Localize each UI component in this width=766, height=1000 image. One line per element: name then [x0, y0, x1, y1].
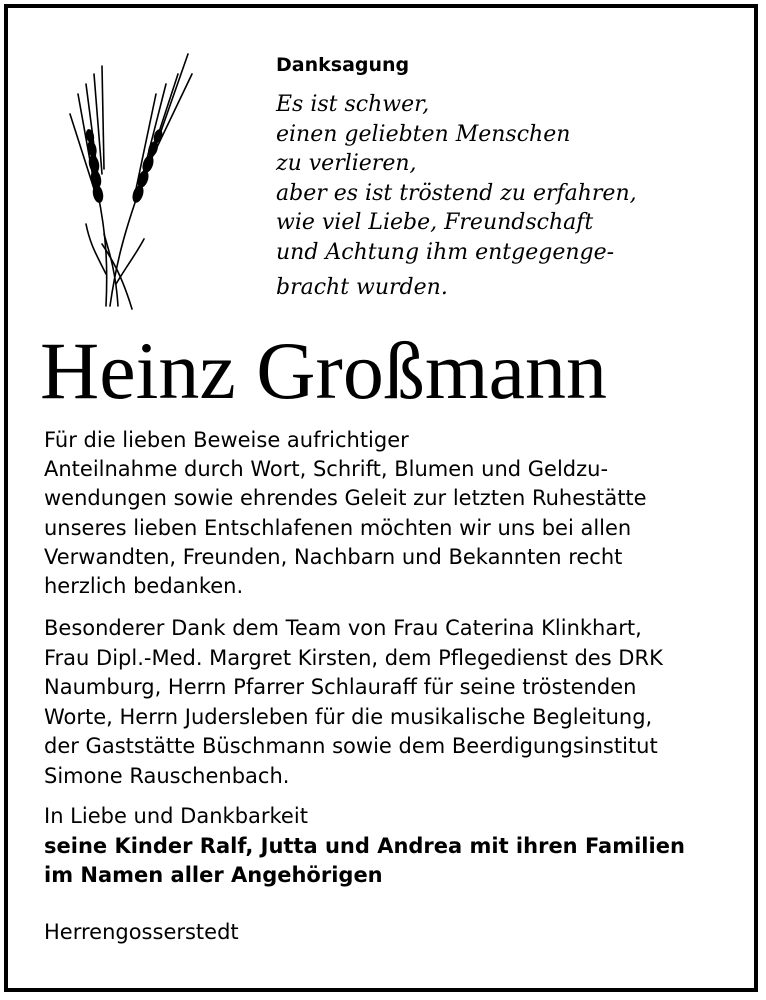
- text-line: Für die lieben Beweise aufrichtiger: [44, 428, 409, 452]
- poem-line: wie viel Liebe, Freundschaft: [276, 210, 594, 235]
- text-line: Simone Rauschenbach.: [44, 763, 290, 788]
- paragraph-special-thanks: [44, 614, 663, 791]
- closing: [44, 802, 685, 891]
- signers-line: seine Kinder Ralf, Jutta und Andrea mit ihren Familien: [44, 833, 685, 858]
- text-line: Frau Dipl.-Med. Margret Kirsten, dem Pflegedienst des DRK: [44, 645, 663, 670]
- text-line: der Gaststätte Büschmann sowie dem Beerdigungsinstitut: [44, 734, 658, 758]
- text-line: Naumburg, Herrn Pfarrer Schlauraff für seine tröstenden: [44, 675, 637, 699]
- signers-line: im Namen aller Angehörigen: [44, 863, 383, 887]
- poem-line: Es ist schwer,: [276, 92, 430, 117]
- poem-line: bracht wurden.: [276, 275, 448, 300]
- poem: [276, 90, 637, 303]
- text-line: Verwandten, Freunden, Nachbarn und Bekannten recht: [44, 544, 623, 569]
- closing-intro: In Liebe und Dankbarkeit: [44, 804, 308, 828]
- heading: Danksagung: [276, 54, 410, 76]
- text-line: Anteilnahme durch Wort, Schrift, Blumen und Geldzu-: [44, 457, 609, 482]
- place-name: Herrengosserstedt: [44, 920, 239, 944]
- deceased-name: Heinz Großmann: [40, 325, 607, 416]
- wheat-ears-icon: [66, 44, 196, 316]
- text-line: Worte, Herrn Judersleben für die musikalische Begleitung,: [44, 704, 653, 729]
- poem-line: aber es ist tröstend zu erfahren,: [276, 180, 637, 206]
- text-line: herzlich bedanken.: [44, 574, 244, 599]
- poem-line: zu verlieren,: [276, 151, 417, 176]
- poem-line: und Achtung ihm entgegenge-: [276, 239, 615, 265]
- paragraph-thanks: [44, 426, 647, 601]
- text-line: wendungen sowie ehrendes Geleit zur letzten Ruhestätte: [44, 486, 647, 511]
- text-line: Besonderer Dank dem Team von Frau Caterina Klinkhart,: [44, 616, 642, 640]
- poem-line: einen geliebten Menschen: [276, 121, 571, 147]
- text-line: unseres lieben Entschlafenen möchten wir uns bei allen: [44, 515, 632, 540]
